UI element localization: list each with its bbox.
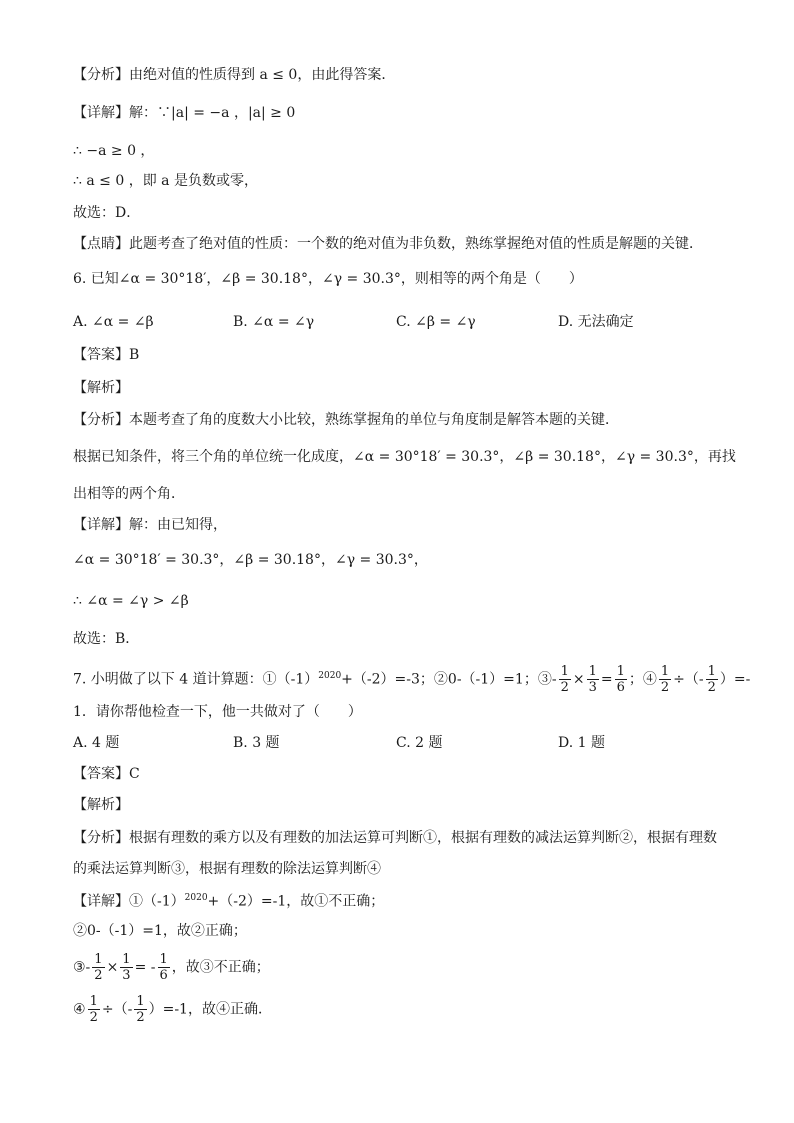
fraction: $\frac{1}{2}$ [94, 952, 103, 983]
option-d: D. 1 题 [558, 735, 605, 751]
detail-text: ③- [73, 959, 91, 976]
question-6-stem: 6. 已知∠α = 30°18′，∠β = 30.18°，∠γ = 30.3°，则相等的两个角是（ ） [73, 271, 583, 287]
step-line: ∴ −a ≥ 0 ， [73, 143, 155, 159]
fraction: $\frac{1}{3}$ [122, 952, 131, 983]
option-a: A. 4 题 [73, 735, 120, 751]
analysis-line: 【分析】由绝对值的性质得到 a ≤ 0，由此得答案． [73, 67, 396, 83]
option-c: C. 2 题 [396, 735, 443, 751]
fraction: $\frac{1}{2}$ [707, 664, 716, 696]
method-line: 出相等的两个角． [73, 486, 185, 502]
detail-text: ④ [73, 1001, 86, 1018]
option-d: D. 无法确定 [558, 314, 634, 330]
analysis-line: 的乘法运算判断③，根据有理数的除法运算判断④ [73, 861, 381, 877]
times-sign: × [106, 959, 119, 976]
stem-text: ）=- [719, 671, 751, 688]
detail-line [73, 994, 272, 1025]
fraction: $\frac{1}{2}$ [560, 664, 569, 696]
stem-text: ；④ [628, 671, 657, 688]
question-7-stem [73, 661, 750, 695]
fraction: $\frac{1}{2}$ [136, 994, 145, 1025]
stem-text: 7. 小明做了以下 4 道计算题：①（-1） [73, 671, 319, 688]
detail-line: ②0-（-1）=1，故②正确； [73, 923, 247, 939]
equals-sign: = [600, 671, 613, 688]
detail-text: ÷（- [101, 1001, 133, 1018]
detail-text: ，故③不正确； [171, 959, 270, 976]
exponent: 2020 [184, 893, 208, 903]
option-b: B. 3 题 [233, 735, 280, 751]
question-7-stem: 1．请你帮他检查一下，他一共做对了（ ） [73, 704, 362, 720]
detail-text: +（-2）=-1，故①不正确； [207, 893, 385, 910]
exponent: 2020 [318, 671, 342, 681]
solution-label: 【解析】 [73, 380, 129, 396]
answer-label: 【答案】C [73, 766, 140, 782]
fraction: $\frac{1}{6}$ [159, 952, 168, 983]
detail-text: 【详解】①（-1） [73, 893, 185, 910]
option-b: B. ∠α = ∠γ [233, 314, 315, 330]
analysis-line: 【分析】根据有理数的乘方以及有理数的加法运算可判断①，根据有理数的减法运算判断②，根据有理数 [73, 830, 717, 846]
fraction: $\frac{1}{2}$ [89, 994, 98, 1025]
step-line: ∴ a ≤ 0 ，即 a 是负数或零， [73, 173, 258, 189]
calc-line: ∠α = 30°18′ = 30.3°，∠β = 30.18°，∠γ = 30.3°， [73, 552, 428, 568]
detail-line [73, 889, 384, 911]
detail-line [73, 952, 270, 983]
method-line: 根据已知条件，将三个角的单位统一化成度，∠α = 30°18′ = 30.3°，∠β = 30.18°，∠γ = 30.3°，再找 [73, 449, 736, 465]
detail-text: ）=-1，故④正确． [148, 1001, 272, 1018]
solution-label: 【解析】 [73, 797, 129, 813]
detail-text: = - [134, 959, 156, 976]
fraction: $\frac{1}{2}$ [660, 664, 670, 696]
choice-line: 故选：D． [73, 205, 141, 221]
option-c: C. ∠β = ∠γ [396, 314, 476, 330]
analysis-line: 【分析】本题考查了角的度数大小比较，熟练掌握角的单位与角度制是解答本题的关键． [73, 412, 619, 428]
conclusion-line: ∴ ∠α = ∠γ > ∠β [73, 593, 189, 609]
comment-line: 【点睛】此题考查了绝对值的性质：一个数的绝对值为非负数，熟练掌握绝对值的性质是解题的关键． [73, 236, 703, 252]
stem-text: ÷（- [673, 671, 704, 688]
fraction: $\frac{1}{3}$ [588, 664, 597, 696]
detail-line: 【详解】解：由已知得， [73, 517, 227, 533]
choice-line: 故选：B． [73, 631, 140, 647]
stem-text: +（-2）=-3；②0-（-1）=1；③- [341, 671, 557, 688]
option-a: A. ∠α = ∠β [73, 314, 154, 330]
times-sign: × [572, 671, 585, 688]
answer-label: 【答案】B [73, 347, 140, 363]
fraction: $\frac{1}{6}$ [616, 664, 625, 696]
detail-line: 【详解】解：∵|a| = −a ，|a| ≥ 0 [73, 105, 296, 121]
